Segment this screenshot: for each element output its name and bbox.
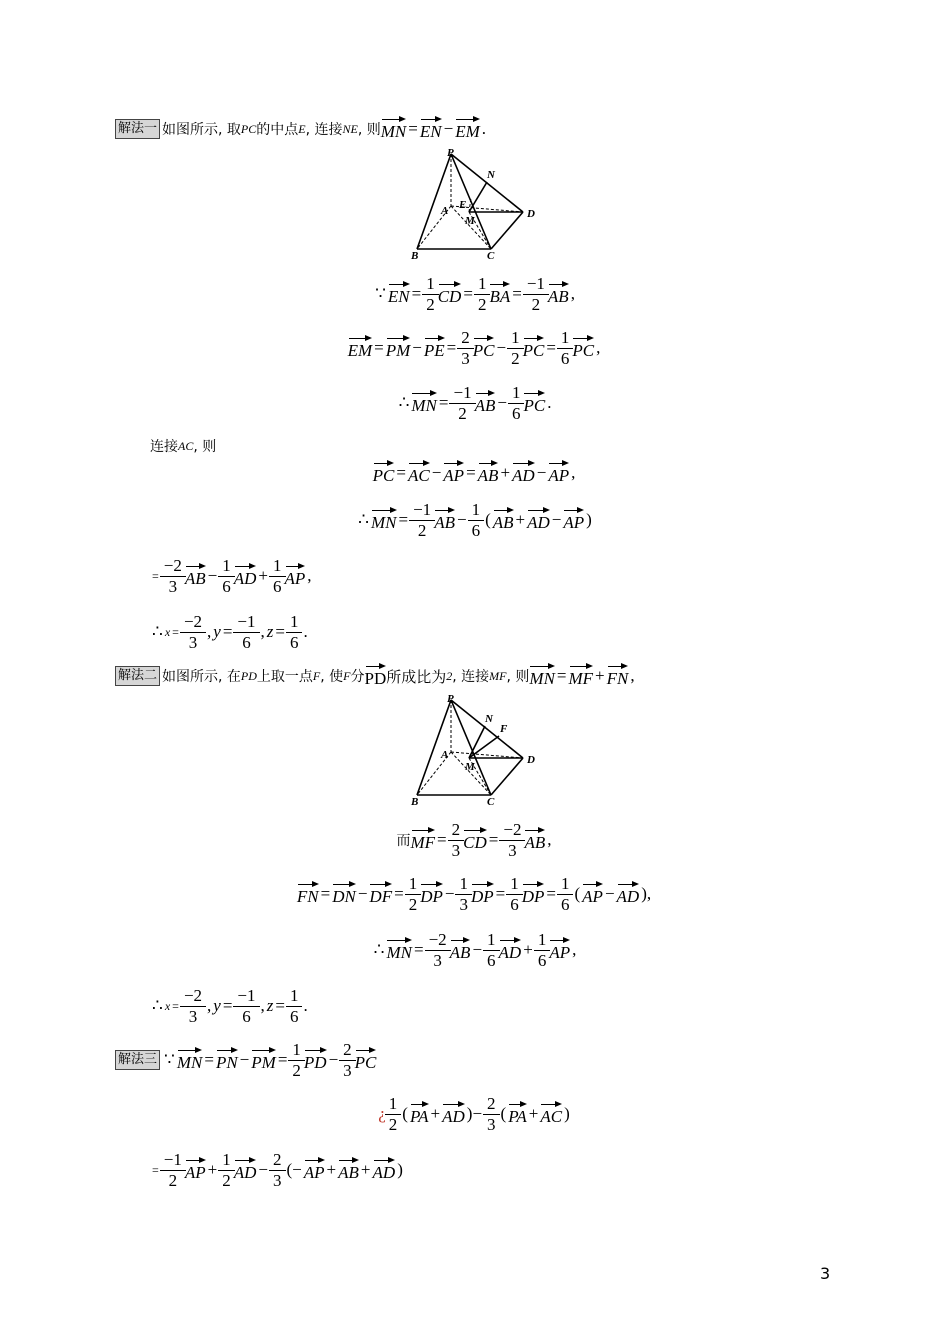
label-p: P xyxy=(447,693,454,705)
label-d: D xyxy=(527,208,535,220)
label-f: F xyxy=(500,723,508,735)
eq-pc: PC = AC − AP = AB + AD − AP , xyxy=(372,463,576,485)
label-c: C xyxy=(487,796,495,808)
eq-mn-2: ∴ MN = $\frac{-1}{2}$ AB − $\frac{1}{6}$ ( AB + AD − AP ) xyxy=(358,500,592,540)
label-b: B xyxy=(411,796,419,808)
label-a: A xyxy=(441,749,449,761)
eq-en: ∵ EN = $\frac{1}{2}$ CD = $\frac{1}{2}$ BA = $\frac{-1}{2}$ AB , xyxy=(375,274,575,314)
label-d: D xyxy=(527,754,535,766)
eq-xyz-2: ∴ x = $\frac{-2}{3}$ , y = $\frac{-1}{6}$ , z = $\frac{1}{6}$ . xyxy=(152,986,308,1026)
pyramid-diagram-2 xyxy=(405,692,545,810)
eq-m3-2: ¿ $\frac{1}{2}$ ( PA + AD )− $\frac{2}{3}$ ( PA + AC ) xyxy=(378,1094,570,1134)
label-c: C xyxy=(487,250,495,262)
label-n: N xyxy=(487,169,495,181)
eq-xyz-1: ∴ x = $\frac{-2}{3}$ , y = $\frac{-1}{6}$ , z = $\frac{1}{6}$ . xyxy=(152,612,308,652)
method3-label: 解法三 xyxy=(115,1050,160,1070)
method3-intro: 解法三 ∵ MN = PN − PM = $\frac{1}{2}$ PD − $\frac{2}{3}$ PC xyxy=(115,1040,376,1080)
eq-m3-3: = $\frac{-1}{2}$ AP + $\frac{1}{2}$ AD − $\frac{2}{3}$ (− AP + AB + AD ) xyxy=(152,1150,403,1190)
method2-label: 解法二 xyxy=(115,666,160,686)
page-number: 3 xyxy=(820,1264,831,1283)
method1-label: 解法一 xyxy=(115,119,160,139)
connect-ac: 连接 AC , 则 xyxy=(150,438,217,455)
label-b: B xyxy=(411,250,419,262)
label-m: M xyxy=(465,215,475,227)
label-a: A xyxy=(441,205,449,217)
eq-mn-3: ∴ MN = $\frac{-2}{3}$ AB − $\frac{1}{6}$ AD + $\frac{1}{6}$ AP , xyxy=(373,930,577,970)
label-p: P xyxy=(447,147,454,159)
eq-mf: 而 MF = $\frac{2}{3}$ CD = $\frac{-2}{3}$ AB , xyxy=(396,820,552,860)
label-e: E xyxy=(459,199,467,211)
pyramid-diagram-1 xyxy=(405,146,545,264)
eq-em: EM = PM − PE = $\frac{2}{3}$ PC − $\frac{1}{2}$ PC = $\frac{1}{6}$ PC , xyxy=(347,328,601,368)
label-m: M xyxy=(465,761,475,773)
method1-intro: 解法一 如图所示, 取 PC 的中点 E , 连接 NE , 则 MN = EN − EM . xyxy=(115,118,488,140)
label-n: N xyxy=(485,713,493,725)
method2-intro: 解法二 如图所示, 在 PD 上取一点 F , 使 F 分 PD 所成比为 2 , 连接 MF , 则 MN = MF + FN , xyxy=(115,665,637,687)
eq-fn: FN = DN − DF = $\frac{1}{2}$ DP − $\frac{1}{3}$ DP = $\frac{1}{6}$ DP = $\frac{1}{6}$ ( AP − AD ), xyxy=(296,874,652,914)
eq-result-1: = $\frac{-2}{3}$ AB − $\frac{1}{6}$ AD + $\frac{1}{6}$ AP , xyxy=(152,556,312,596)
eq-mn-1: ∴ MN = $\frac{-1}{2}$ AB − $\frac{1}{6}$ PC . xyxy=(398,383,552,423)
